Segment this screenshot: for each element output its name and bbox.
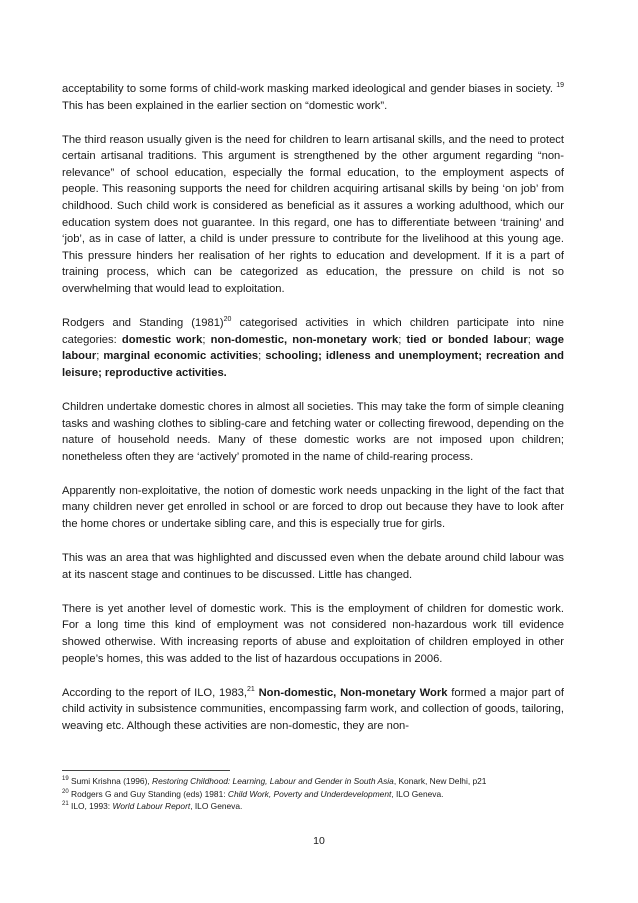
bold-term: wage labour (62, 333, 565, 363)
italic-title: Child Work, Poverty and Underdevelopment (227, 788, 392, 799)
footnotes (62, 775, 564, 813)
text-run: According to the report of ILO, 1983, (62, 686, 248, 699)
paragraph (62, 550, 564, 583)
text-run: ; (258, 350, 266, 363)
page-number: 10 (313, 835, 325, 847)
paragraph (62, 81, 564, 114)
footnote-reference: 19 (556, 82, 564, 89)
text-run: , ILO Geneva. (391, 788, 444, 799)
text-run: ; (398, 333, 407, 346)
text-run: , ILO Geneva. (190, 801, 243, 812)
text-run: , Konark, New Delhi, p21 (393, 776, 487, 786)
bold-term: tied or bonded labour (406, 333, 528, 346)
text-run: There is yet another level of domestic work. This is the employment of children for domestic work. For a long time this kind of employment was not considered non-hazardous work till evidence showed otherwise. With increasing reports of abuse and exploitation of children employed in other people’s homes, this was added to the list of hazardous occupations in 2006. (62, 602, 564, 665)
paragraph (62, 483, 564, 533)
footnote-reference: 20 (223, 316, 232, 324)
footnote (62, 788, 564, 801)
paragraph (62, 399, 564, 465)
text-run: Rodgers and Standing (1981) (62, 317, 224, 330)
footnote-separator (62, 770, 230, 771)
paragraph (62, 132, 564, 298)
bold-term: non-domestic, non-monetary work (210, 333, 399, 346)
footnote (62, 800, 564, 813)
footnote-reference: 21 (247, 685, 255, 693)
italic-title: Restoring Childhood: Learning, Labour and Gender in South Asia (152, 776, 394, 786)
text-run: Apparently non-exploitative, the notion of domestic work needs unpacking in the light of the fact that many children never get enrolled in school or are forced to drop out because they have to look after the home chores or undertake sibling care, and this is especially true for girls. (62, 484, 564, 531)
text-run: acceptability to some forms of child-work masking marked ideological and gender biases in society. (62, 83, 557, 95)
italic-title: World Labour Report (112, 801, 191, 812)
text-run: This was an area that was highlighted and discussed even when the debate around child labour was at its nascent stage and continues to be discussed. Little has changed. (62, 552, 564, 581)
text-run: ILO, 1993: (68, 801, 113, 812)
text-run: formed a major part of child activity in subsistence communities, encompassing farm work, and collection of goods, tailoring, weaving etc. Although these activities are non-domestic, they are non- (62, 686, 564, 732)
text-run: ; (527, 333, 537, 346)
text-run: Sumi Krishna (1996), (68, 776, 153, 786)
text-run: ; (202, 333, 211, 346)
text-run: ; (96, 350, 104, 363)
footnote-reference: 20 (62, 788, 69, 795)
bold-term: marginal economic activities (103, 350, 259, 363)
bold-term: Non-domestic, Non-monetary Work (258, 686, 448, 699)
body-text (62, 81, 564, 752)
footnote-reference: 21 (62, 801, 69, 808)
paragraph (62, 601, 564, 667)
footnote (62, 775, 564, 788)
bold-term: domestic work (121, 333, 203, 346)
paragraph (62, 685, 564, 735)
paragraph (62, 315, 564, 381)
text-run: Rodgers G and Guy Standing (eds) 1981: (68, 788, 228, 799)
footnote-reference: 19 (62, 776, 69, 782)
text-run: Children undertake domestic chores in almost all societies. This may take the form of simple cleaning tasks and washing clothes to sibling-care and fetching water or collecting firewood, depending on the nature of household needs. Many of these domestic works are not imposed upon children; nonetheless often they are ‘actively’ promoted in the name of child-rearing process. (62, 401, 564, 463)
text-run: This has been explained in the earlier section on “domestic work”. (62, 99, 388, 112)
text-run: The third reason usually given is the need for children to learn artisanal skills, and the need to protect certain artisanal traditions. This argument is strengthened by the other argument regarding “non-relevance” of school education, especially the formal education, to the employment aspects of people. This reasoning supports the need for children acquiring artisanal skills by being ‘on job’ from childhood. Such child work is considered as beneficial as it assures a working adulthood, which our education system does not guarantee. In this regard, one has to differentiate between ‘training’ and ‘job’, as in case of latter, a child is under pressure to contribute for the livelihood at this young age. This pressure hinders her realisation of her rights to education and development. If it is a part of training process, which can be categorized as education, the pressure on child is not so overwhelming that would lead to exploitation. (62, 133, 564, 296)
bold-term: schooling; idleness and unemployment; recreation and leisure; reproductive activities. (62, 350, 564, 379)
text-run: categorised activities in which children participate into nine categories: (62, 317, 564, 346)
